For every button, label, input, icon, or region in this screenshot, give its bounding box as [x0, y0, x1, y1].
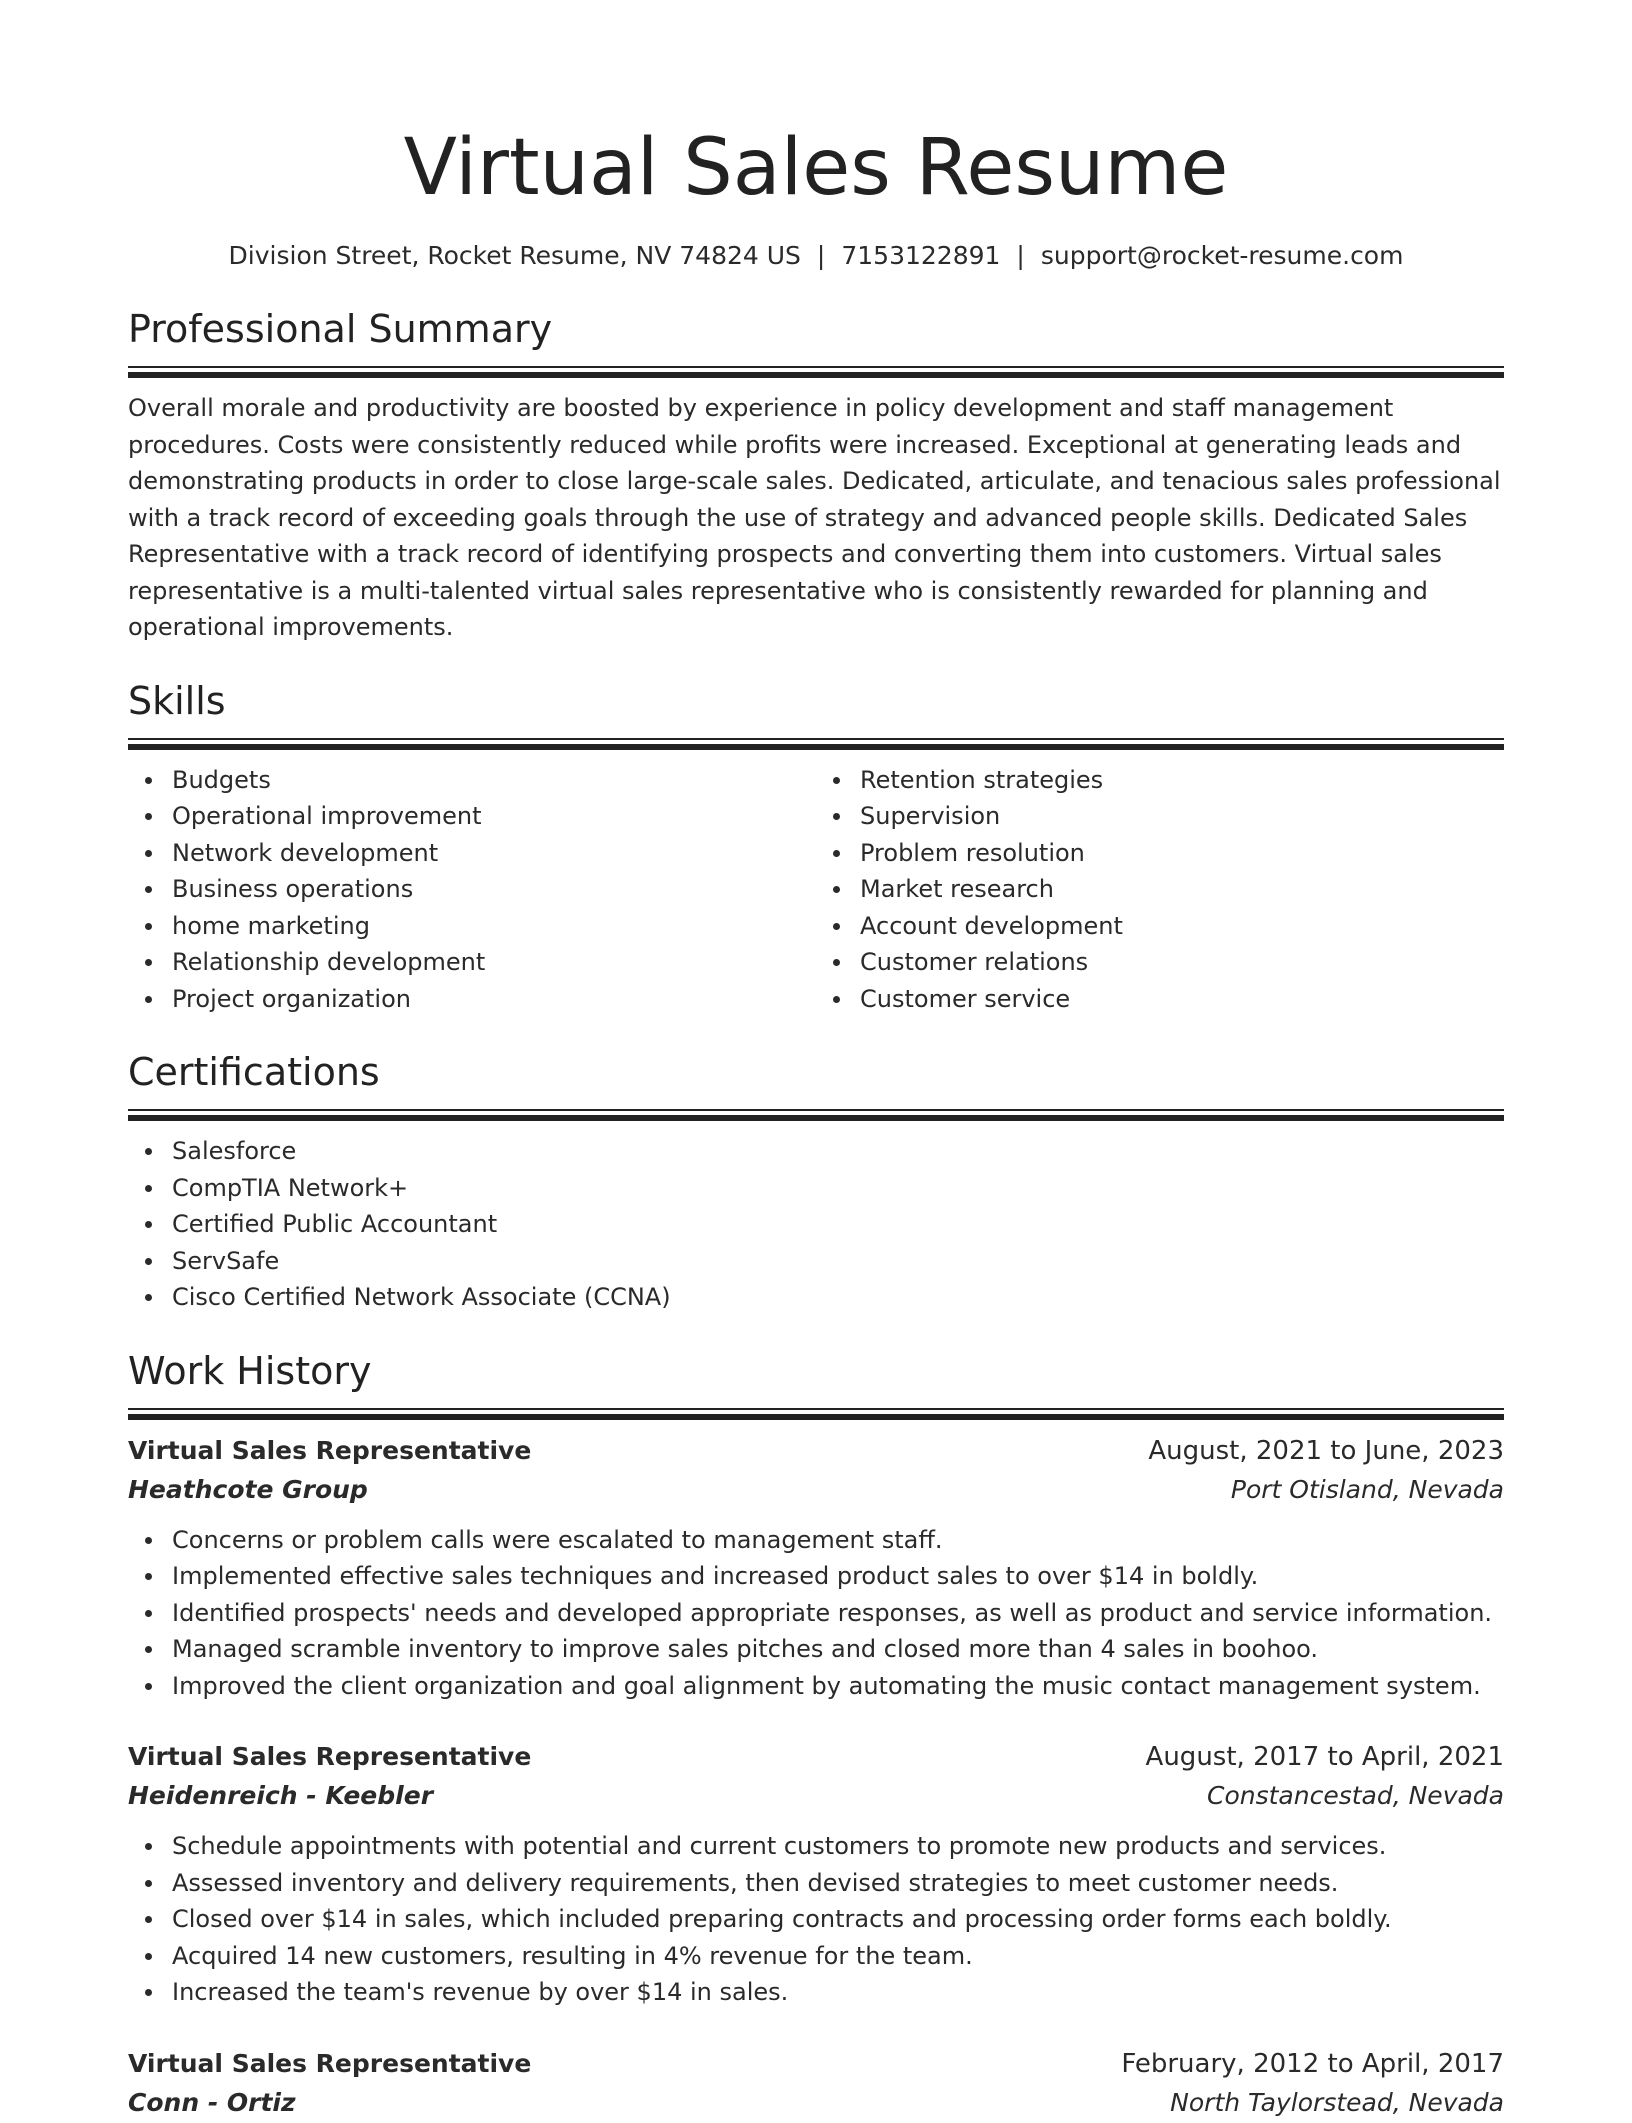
job-bullet: Improved the client organization and goal alignment by automating the music contact management system. [172, 1668, 1504, 1705]
job-title: Virtual Sales Representative [128, 1435, 532, 1465]
skill-item: Customer service [860, 981, 1504, 1018]
job-dates: August, 2021 to June, 2023 [1148, 1435, 1504, 1466]
job-bullets [128, 1828, 1504, 2011]
summary-section [128, 304, 1504, 378]
job-company-row [128, 2083, 1504, 2123]
job-title: Virtual Sales Representative [128, 1742, 532, 1771]
contact-separator: | [1016, 241, 1025, 270]
job-company: Heidenreich - Keebler [128, 1781, 434, 1810]
job-entry [128, 2045, 1504, 2123]
summary-text: Overall morale and productivity are boosted by experience in policy development and staff management procedures. Costs were consistently reduced while profits were increased. Exceptional at generating leads and demonstrating products in order to close large-scale sales. Dedicated, articulate, and tenacious sales professional with a track record of exceeding goals through the use of strategy and advanced people skills. Dedicated Sales Representative with a track record of identifying prospects and converting them into customers. Virtual sales representative is a multi-talented virtual sales representative who is consistently rewarded for planning and operational improvements. [128, 394, 1501, 641]
job-entry [128, 1432, 1504, 1705]
job-header-row [128, 1432, 1504, 1470]
job-location: Constancestad, Nevada [1206, 1781, 1504, 1810]
contact-address: Division Street, Rocket Resume, NV 74824 US [228, 241, 801, 270]
certification-item: Salesforce [172, 1133, 1504, 1170]
job-location: North Taylorstead, Nevada [1170, 2087, 1504, 2117]
job-dates: February, 2012 to April, 2017 [1121, 2048, 1504, 2079]
skills-list-right [816, 762, 1504, 1018]
job-header-row [128, 2045, 1504, 2083]
job-bullet: Assessed inventory and delivery requirements, then devised strategies to meet customer needs. [172, 1865, 1504, 1902]
section-title-certifications: Certifications [128, 1050, 380, 1094]
job-bullets [128, 1522, 1504, 1705]
skills-grid [128, 750, 1504, 1018]
certification-item: CompTIA Network+ [172, 1170, 1504, 1207]
job-company-row [128, 1470, 1504, 1510]
job-bullet: Identified prospects' needs and developed appropriate responses, as well as product and service information. [172, 1595, 1504, 1632]
job-company: Conn - Ortiz [128, 2087, 296, 2117]
certification-item: ServSafe [172, 1243, 1504, 1280]
section-title-skills: Skills [128, 678, 226, 723]
job-company-row [128, 1776, 1504, 1816]
skills-section [128, 676, 1504, 750]
job-bullet: Concerns or problem calls were escalated to management staff. [172, 1522, 1504, 1559]
skill-item: Problem resolution [860, 835, 1504, 872]
job-entry [128, 1738, 1504, 2011]
job-bullet: Increased the team's revenue by over $14 in sales. [172, 1974, 1504, 2011]
job-title: Virtual Sales Representative [128, 2048, 532, 2078]
section-title-work-history: Work History [128, 1348, 372, 1393]
resume-page [128, 0, 1504, 2123]
skill-item: Budgets [172, 762, 816, 799]
section-divider [128, 366, 1504, 378]
skill-item: Relationship development [172, 944, 816, 981]
job-bullet: Implemented effective sales techniques and increased product sales to over $14 in boldly. [172, 1558, 1504, 1595]
section-divider [128, 1109, 1504, 1121]
contact-line [128, 238, 1504, 274]
skill-item: Supervision [860, 798, 1504, 835]
job-header-row [128, 1738, 1504, 1776]
section-divider [128, 738, 1504, 750]
certification-item: Cisco Certified Network Associate (CCNA) [172, 1279, 1504, 1316]
contact-phone: 7153122891 [841, 241, 1001, 270]
skills-list-left [128, 762, 816, 1018]
certification-item: Certified Public Accountant [172, 1206, 1504, 1243]
skill-item: Business operations [172, 871, 816, 908]
job-company: Heathcote Group [128, 1474, 368, 1504]
work-history-section [128, 1346, 1504, 1420]
section-title-summary: Professional Summary [128, 307, 553, 351]
certifications-list [128, 1133, 1504, 1316]
contact-separator: | [816, 241, 826, 270]
skill-item: Network development [172, 835, 816, 872]
skill-item: Operational improvement [172, 798, 816, 835]
job-bullet: Closed over $14 in sales, which included preparing contracts and processing order forms each boldly. [172, 1901, 1504, 1938]
skill-item: Project organization [172, 981, 816, 1018]
job-bullet: Managed scramble inventory to improve sales pitches and closed more than 4 sales in boohoo. [172, 1631, 1504, 1668]
contact-email: support@rocket-resume.com [1040, 241, 1404, 270]
skill-item: home marketing [172, 908, 816, 945]
job-bullet: Schedule appointments with potential and current customers to promote new products and services. [172, 1828, 1504, 1865]
skill-item: Market research [860, 871, 1504, 908]
certifications-section [128, 1047, 1504, 1121]
skill-item: Account development [860, 908, 1504, 945]
resume-title: Virtual Sales Resume [403, 123, 1229, 213]
job-location: Port Otisland, Nevada [1230, 1474, 1504, 1504]
job-dates: August, 2017 to April, 2021 [1145, 1742, 1504, 1772]
job-bullet: Acquired 14 new customers, resulting in 4% revenue for the team. [172, 1938, 1504, 1975]
skill-item: Customer relations [860, 944, 1504, 981]
section-divider [128, 1408, 1504, 1420]
skill-item: Retention strategies [860, 762, 1504, 799]
